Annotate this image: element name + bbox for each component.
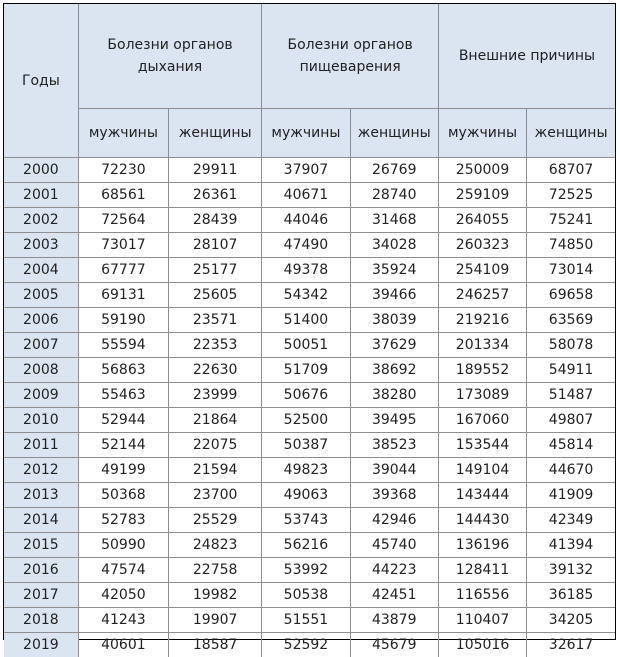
years-header: Годы [4,4,78,158]
external-women-cell: 44670 [527,458,615,483]
respiratory-men-cell: 73017 [78,233,168,258]
respiratory-women-cell: 18587 [169,633,262,657]
table-row [4,258,615,283]
table-row [4,308,615,333]
digestive-women-cell: 39044 [350,458,438,483]
external-women-cell: 74850 [527,233,615,258]
year-cell: 2010 [4,408,78,433]
digestive-men-cell: 50676 [262,383,350,408]
external-women-cell: 41909 [527,483,615,508]
respiratory-men-cell: 55594 [78,333,168,358]
digestive-women-cell: 38523 [350,433,438,458]
respiratory-women-cell: 25177 [169,258,262,283]
digestive-men-cell: 50538 [262,583,350,608]
subheader-women: женщины [169,109,262,158]
subheader-women: женщины [527,109,615,158]
year-cell: 2011 [4,433,78,458]
digestive-men-cell: 40671 [262,183,350,208]
external-men-cell: 143444 [438,483,526,508]
digestive-men-cell: 50387 [262,433,350,458]
respiratory-women-cell: 25605 [169,283,262,308]
respiratory-men-cell: 52144 [78,433,168,458]
digestive-women-cell: 42451 [350,583,438,608]
year-cell: 2018 [4,608,78,633]
table-row [4,508,615,533]
external-women-cell: 63569 [527,308,615,333]
external-men-cell: 219216 [438,308,526,333]
digestive-men-cell: 54342 [262,283,350,308]
year-cell: 2019 [4,633,78,657]
digestive-women-cell: 39466 [350,283,438,308]
year-cell: 2012 [4,458,78,483]
digestive-women-cell: 38692 [350,358,438,383]
year-cell: 2009 [4,383,78,408]
respiratory-women-cell: 21864 [169,408,262,433]
external-causes-header: Внешние причины [438,4,615,109]
year-cell: 2016 [4,558,78,583]
respiratory-diseases-header: Болезни органов дыхания [78,4,262,109]
external-men-cell: 149104 [438,458,526,483]
respiratory-men-cell: 55463 [78,383,168,408]
digestive-women-cell: 45740 [350,533,438,558]
respiratory-women-cell: 23700 [169,483,262,508]
year-cell: 2005 [4,283,78,308]
subheader-women: женщины [350,109,438,158]
respiratory-men-cell: 68561 [78,183,168,208]
digestive-women-cell: 39368 [350,483,438,508]
respiratory-women-cell: 22075 [169,433,262,458]
respiratory-men-cell: 41243 [78,608,168,633]
table-row [4,483,615,508]
external-women-cell: 39132 [527,558,615,583]
external-men-cell: 173089 [438,383,526,408]
external-women-cell: 32617 [527,633,615,657]
digestive-men-cell: 52592 [262,633,350,657]
digestive-women-cell: 44223 [350,558,438,583]
table-row [4,533,615,558]
year-cell: 2015 [4,533,78,558]
respiratory-men-cell: 40601 [78,633,168,657]
respiratory-women-cell: 25529 [169,508,262,533]
digestive-women-cell: 39495 [350,408,438,433]
respiratory-men-cell: 49199 [78,458,168,483]
external-men-cell: 254109 [438,258,526,283]
respiratory-men-cell: 56863 [78,358,168,383]
respiratory-women-cell: 21594 [169,458,262,483]
respiratory-women-cell: 29911 [169,158,262,183]
header-group-row [4,4,615,109]
respiratory-men-cell: 42050 [78,583,168,608]
year-cell: 2014 [4,508,78,533]
digestive-men-cell: 37907 [262,158,350,183]
year-cell: 2002 [4,208,78,233]
external-women-cell: 45814 [527,433,615,458]
external-women-cell: 42349 [527,508,615,533]
digestive-women-cell: 31468 [350,208,438,233]
respiratory-men-cell: 47574 [78,558,168,583]
year-cell: 2013 [4,483,78,508]
external-men-cell: 167060 [438,408,526,433]
external-men-cell: 116556 [438,583,526,608]
table-row [4,283,615,308]
external-women-cell: 36185 [527,583,615,608]
table-row [4,208,615,233]
external-women-cell: 51487 [527,383,615,408]
table-row [4,608,615,633]
digestive-women-cell: 37629 [350,333,438,358]
digestive-women-cell: 45679 [350,633,438,657]
respiratory-women-cell: 22630 [169,358,262,383]
table-header [4,4,615,158]
mortality-table-sheet [3,3,616,640]
external-women-cell: 72525 [527,183,615,208]
external-men-cell: 246257 [438,283,526,308]
respiratory-men-cell: 52944 [78,408,168,433]
respiratory-women-cell: 24823 [169,533,262,558]
subheader-men: мужчины [438,109,526,158]
external-men-cell: 153544 [438,433,526,458]
external-women-cell: 49807 [527,408,615,433]
header-subgroup-row [4,109,615,158]
table-row [4,333,615,358]
external-women-cell: 75241 [527,208,615,233]
respiratory-men-cell: 72230 [78,158,168,183]
year-cell: 2006 [4,308,78,333]
digestive-women-cell: 34028 [350,233,438,258]
subheader-men: мужчины [262,109,350,158]
external-men-cell: 189552 [438,358,526,383]
external-men-cell: 144430 [438,508,526,533]
respiratory-men-cell: 69131 [78,283,168,308]
external-men-cell: 105016 [438,633,526,657]
external-women-cell: 54911 [527,358,615,383]
external-men-cell: 250009 [438,158,526,183]
respiratory-women-cell: 19907 [169,608,262,633]
digestive-diseases-header: Болезни органов пищеварения [262,4,439,109]
year-cell: 2003 [4,233,78,258]
table-row [4,408,615,433]
external-men-cell: 136196 [438,533,526,558]
external-women-cell: 68707 [527,158,615,183]
digestive-men-cell: 51709 [262,358,350,383]
digestive-men-cell: 56216 [262,533,350,558]
external-men-cell: 201334 [438,333,526,358]
digestive-women-cell: 35924 [350,258,438,283]
external-women-cell: 69658 [527,283,615,308]
respiratory-men-cell: 59190 [78,308,168,333]
digestive-women-cell: 42946 [350,508,438,533]
external-men-cell: 264055 [438,208,526,233]
digestive-men-cell: 49063 [262,483,350,508]
external-men-cell: 260323 [438,233,526,258]
respiratory-men-cell: 67777 [78,258,168,283]
external-women-cell: 58078 [527,333,615,358]
mortality-table [4,4,615,657]
digestive-men-cell: 49823 [262,458,350,483]
external-men-cell: 259109 [438,183,526,208]
table-row [4,358,615,383]
digestive-women-cell: 38280 [350,383,438,408]
digestive-women-cell: 28740 [350,183,438,208]
table-row [4,433,615,458]
respiratory-men-cell: 52783 [78,508,168,533]
year-cell: 2004 [4,258,78,283]
digestive-men-cell: 49378 [262,258,350,283]
digestive-women-cell: 26769 [350,158,438,183]
respiratory-women-cell: 23571 [169,308,262,333]
year-cell: 2001 [4,183,78,208]
digestive-men-cell: 52500 [262,408,350,433]
respiratory-women-cell: 23999 [169,383,262,408]
digestive-men-cell: 44046 [262,208,350,233]
respiratory-men-cell: 50990 [78,533,168,558]
external-women-cell: 73014 [527,258,615,283]
digestive-men-cell: 53743 [262,508,350,533]
table-row [4,633,615,657]
external-women-cell: 34205 [527,608,615,633]
digestive-men-cell: 50051 [262,333,350,358]
table-row [4,383,615,408]
respiratory-women-cell: 28439 [169,208,262,233]
table-row [4,558,615,583]
digestive-women-cell: 43879 [350,608,438,633]
external-men-cell: 128411 [438,558,526,583]
digestive-men-cell: 51551 [262,608,350,633]
digestive-men-cell: 51400 [262,308,350,333]
subheader-men: мужчины [78,109,168,158]
respiratory-women-cell: 28107 [169,233,262,258]
table-row [4,233,615,258]
digestive-men-cell: 53992 [262,558,350,583]
year-cell: 2008 [4,358,78,383]
respiratory-women-cell: 22353 [169,333,262,358]
respiratory-men-cell: 72564 [78,208,168,233]
respiratory-women-cell: 26361 [169,183,262,208]
respiratory-women-cell: 22758 [169,558,262,583]
year-cell: 2000 [4,158,78,183]
external-men-cell: 110407 [438,608,526,633]
respiratory-men-cell: 50368 [78,483,168,508]
table-body [4,158,615,657]
table-row [4,158,615,183]
table-row [4,458,615,483]
table-row [4,183,615,208]
digestive-men-cell: 47490 [262,233,350,258]
respiratory-women-cell: 19982 [169,583,262,608]
table-row [4,583,615,608]
year-cell: 2017 [4,583,78,608]
external-women-cell: 41394 [527,533,615,558]
year-cell: 2007 [4,333,78,358]
digestive-women-cell: 38039 [350,308,438,333]
